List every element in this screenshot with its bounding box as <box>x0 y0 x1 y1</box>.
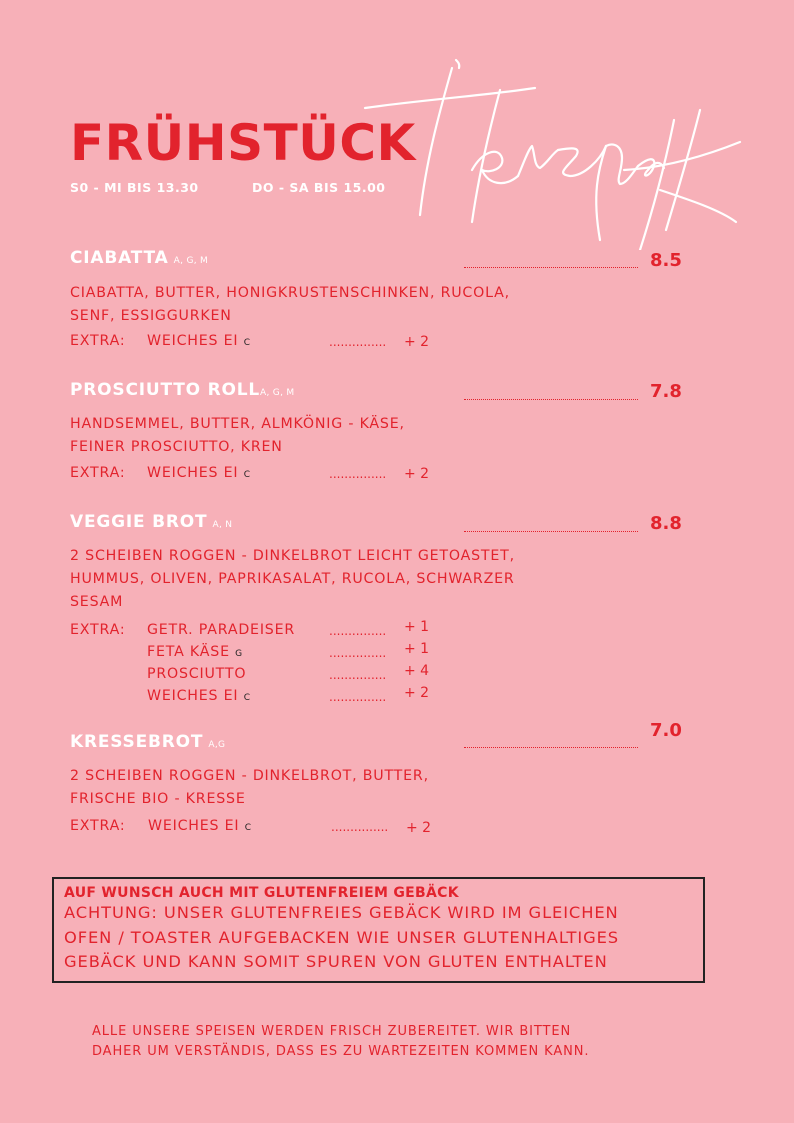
extra-price: + 1 <box>404 619 430 635</box>
extra-leader-dots: ............... <box>329 690 387 704</box>
menu-item-prosciutto-roll <box>70 380 294 400</box>
opening-hours-weekdays: S0 - MI BIS 13.30 <box>70 180 199 195</box>
item-description: 2 SCHEIBEN ROGGEN - DINKELBROT, BUTTER, FRISCHE BIO - KRESSE <box>70 768 429 807</box>
extra-price: + 4 <box>404 663 430 679</box>
item-price: 8.5 <box>650 250 682 271</box>
item-allergens: A, G, M <box>173 256 209 266</box>
price-leader-dots <box>464 398 638 400</box>
extra-label: EXTRA: <box>70 622 126 638</box>
extra-price: + 2 <box>404 466 430 482</box>
item-description: CIABATTA, BUTTER, HONIGKRUSTENSCHINKEN, RUCOLA, SENF, ESSIGGURKEN <box>70 285 510 324</box>
item-allergens: A, N <box>212 520 233 530</box>
item-description: 2 SCHEIBEN ROGGEN - DINKELBROT LEICHT GETOASTET, HUMMUS, OLIVEN, PAPRIKASALAT, RUCOLA, SCHWARZER SESAM <box>70 548 515 610</box>
item-name: CIABATTA <box>70 248 169 268</box>
extra-option-name: WEICHES EI C <box>147 333 251 349</box>
extra-option-name: FETA KÄSE G <box>147 644 243 660</box>
extra-leader-dots: ............... <box>329 467 387 481</box>
extra-leader-dots: ............... <box>329 624 387 638</box>
item-allergens: A,G <box>208 740 226 750</box>
extra-price: + 2 <box>404 334 430 350</box>
extra-option-name: WEICHES EI C <box>148 818 252 834</box>
extra-label: EXTRA: <box>70 465 126 481</box>
item-name: KRESSEBROT <box>70 732 204 752</box>
footer-note: ALLE UNSERE SPEISEN WERDEN FRISCH ZUBEREITET. WIR BITTEN DAHER UM VERSTÄNDIS, DASS ES ZU WARTEZEITEN KOMMEN KANN. <box>92 1024 590 1059</box>
notice-text: ACHTUNG: UNSER GLUTENFREIES GEBÄCK WIRD IM GLEICHEN OFEN / TOASTER AUFGEBACKEN WIE UNSER GLUTENHALTIGES GEBÄCK UND KANN SOMIT SPUREN VON GLUTEN ENTHALTEN <box>64 903 620 971</box>
extra-label: EXTRA: <box>70 333 126 349</box>
extra-leader-dots: ............... <box>329 668 387 682</box>
menu-item-veggie-brot <box>70 512 232 532</box>
menu-item-ciabatta <box>70 248 208 268</box>
item-price: 7.8 <box>650 381 682 402</box>
extra-leader-dots: ............... <box>331 820 389 834</box>
price-leader-dots <box>464 266 638 268</box>
item-name: VEGGIE BROT <box>70 512 208 532</box>
extra-leader-dots: ............... <box>329 335 387 349</box>
price-leader-dots <box>464 746 638 748</box>
extra-option-name: WEICHES EI C <box>147 465 251 481</box>
notice-heading: AUF WUNSCH AUCH MIT GLUTENFREIEM GEBÄCK <box>64 885 459 901</box>
item-allergens: A, G, M <box>260 388 295 398</box>
menu-item-kressebrot <box>70 732 225 752</box>
item-name: PROSCIUTTO ROLL <box>70 380 261 400</box>
item-price: 8.8 <box>650 513 682 534</box>
gluten-notice-box <box>52 877 705 983</box>
extra-option-name: PROSCIUTTO <box>147 666 247 682</box>
extra-option-name: WEICHES EI C <box>147 688 251 704</box>
extra-label: EXTRA: <box>70 818 126 834</box>
page-title: FRÜHSTÜCK <box>70 114 416 172</box>
extra-option-name: GETR. PARADEISER <box>147 622 296 638</box>
extra-price: + 1 <box>404 641 430 657</box>
extra-price: + 2 <box>404 685 430 701</box>
extra-leader-dots: ............... <box>329 646 387 660</box>
price-leader-dots <box>464 530 638 532</box>
item-price: 7.0 <box>650 720 682 741</box>
opening-hours-weekend: DO - SA BIS 15.00 <box>252 180 386 195</box>
herzhaft-script-logo <box>360 50 750 250</box>
item-description: HANDSEMMEL, BUTTER, ALMKÖNIG - KÄSE, FEINER PROSCIUTTO, KREN <box>70 416 405 455</box>
extra-price: + 2 <box>406 820 432 836</box>
